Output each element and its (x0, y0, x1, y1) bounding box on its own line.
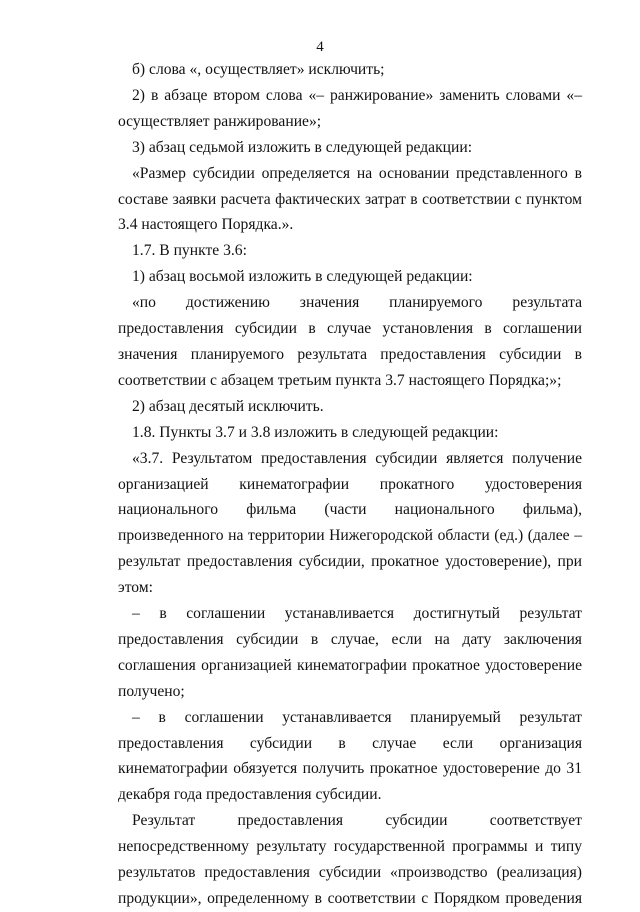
paragraph-8: 2) абзац десятый исключить. (132, 397, 324, 415)
document-body (118, 57, 582, 912)
paragraph-13: Результат предоставления субсидии соответствует непосредственному результату государственной программы и типу результатов предоставления субсидии «производство (реализация) продукции», определенному в соответствии с Порядком проведения (118, 812, 582, 907)
paragraph-10: «3.7. Результатом предоставления субсидии является получение организацией кинематографии прокатного удостоверения национального фильма (части национального фильма), произведенного на территории Нижегородской области (ед.) (далее – результат предоставления субсидии, прокатное удостоверение), при этом: (118, 449, 582, 597)
paragraph-7: «по достижению значения планируемого результата предоставления субсидии в случае установления в соглашении значения планируемого результата предоставления субсидии в соответствии с абзацем третьим пункта 3.7 настоящего Порядка;»; (118, 294, 582, 389)
list-item-dash-2: – в соглашении устанавливается планируемый результат предоставления субсидии в случае если организация кинематографии обязуется получить прокатное удостоверение до 31 декабря года предоставления субсидии. (118, 708, 582, 804)
paragraph-1: б) слова «, осуществляет» исключить; (132, 61, 385, 78)
paragraph-6: 1) абзац восьмой изложить в следующей редакции: (132, 268, 473, 286)
paragraph-5: 1.7. В пункте 3.6: (132, 242, 247, 260)
paragraph-9: 1.8. Пункты 3.7 и 3.8 изложить в следующей редакции: (132, 423, 499, 441)
paragraph-3: 3) абзац седьмой изложить в следующей редакции: (132, 138, 473, 156)
list-item-dash-1: – в соглашении устанавливается достигнутый результат предоставления субсидии в случае, если на дату заключения соглашения организацией кинематографии прокатное удостоверение получено; (118, 605, 582, 700)
paragraph-2: 2) в абзаце втором слова «– ранжирование» заменить словами «– осуществляет ранжирование»; (118, 86, 582, 130)
paragraph-4: «Размер субсидии определяется на основании представленного в составе заявки расчета фактических затрат в соответствии с пунктом 3.4 настоящего Порядка.». (118, 164, 582, 234)
page-number: 4 (316, 39, 324, 55)
